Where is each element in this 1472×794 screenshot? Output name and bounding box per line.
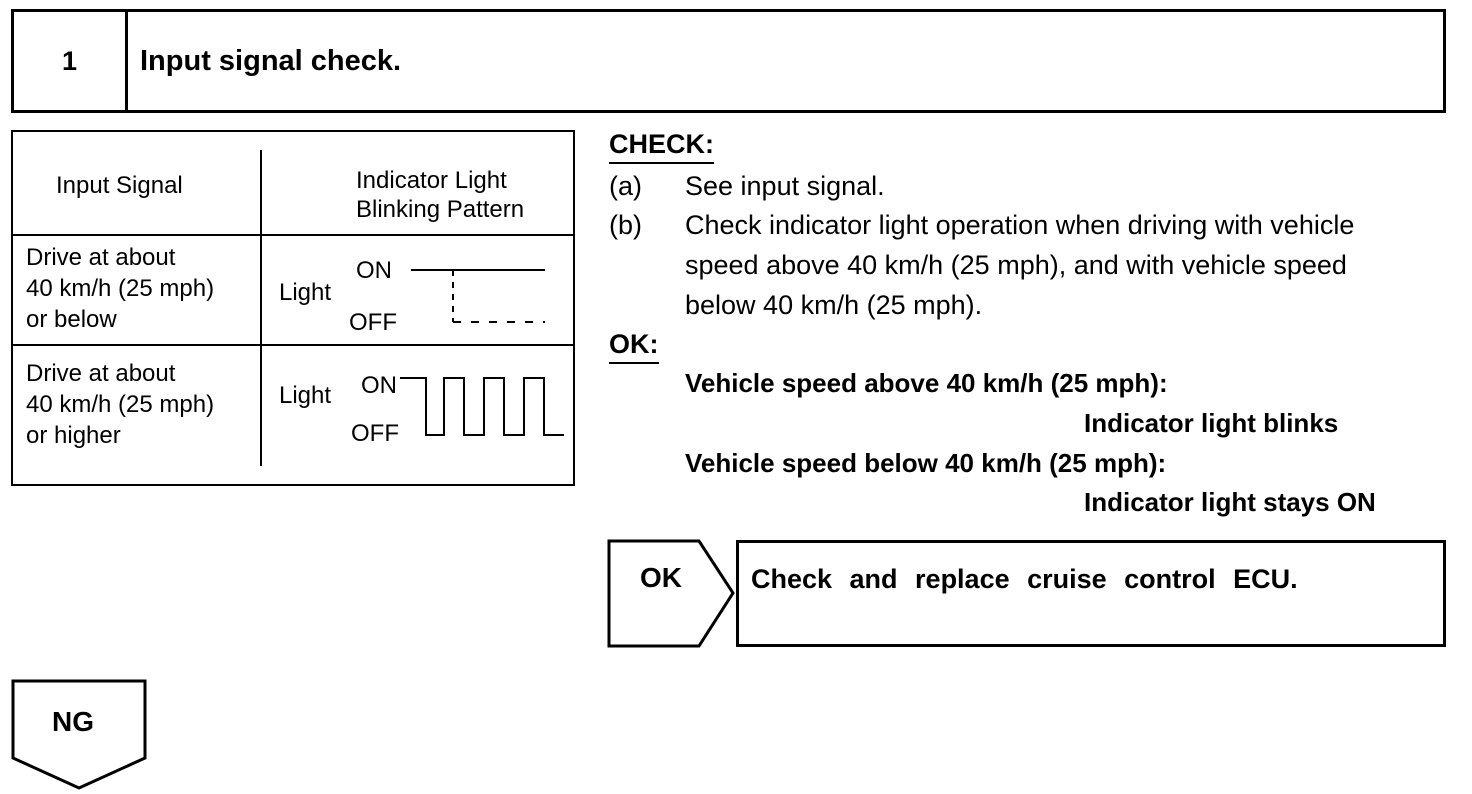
row-condition-line: Drive at about	[26, 360, 176, 387]
ok-action-box	[736, 540, 1446, 647]
ok-result-stays-on: Indicator light stays ON	[1084, 487, 1376, 517]
blinking-waveform	[398, 370, 568, 440]
light-label: Light	[279, 382, 332, 409]
step-title: Input signal check.	[140, 44, 402, 77]
row-condition-line: or higher	[26, 422, 121, 449]
on-label: ON	[356, 257, 392, 284]
header-input-signal: Input Signal	[56, 172, 183, 199]
check-item-a-text: See input signal.	[685, 171, 885, 201]
ng-flow-tag: NG	[52, 706, 94, 737]
table-column-divider	[260, 150, 262, 466]
row-condition-line: Drive at about	[26, 244, 176, 271]
item-marker-a: (a)	[609, 171, 642, 201]
ok-criterion-below: Vehicle speed below 40 km/h (25 mph):	[685, 448, 1167, 478]
ok-flow-tag: OK	[640, 562, 682, 593]
steady-on-waveform	[403, 252, 553, 332]
ok-flow-arrow	[606, 538, 738, 650]
on-label: ON	[361, 372, 397, 399]
light-label: Light	[279, 279, 332, 306]
step-header	[11, 9, 1446, 113]
row-condition-line: or below	[26, 306, 117, 333]
header-indicator-light: Indicator Light	[356, 167, 507, 194]
row-condition-line: 40 km/h (25 mph)	[26, 391, 215, 418]
header-blinking-pattern: Blinking Pattern	[356, 196, 525, 223]
step-number: 1	[14, 12, 128, 110]
item-marker-b: (b)	[609, 210, 642, 240]
ok-label: OK:	[609, 329, 659, 364]
off-label: OFF	[349, 309, 397, 336]
row-condition-line: 40 km/h (25 mph)	[26, 275, 215, 302]
ok-criterion-above: Vehicle speed above 40 km/h (25 mph):	[685, 368, 1168, 398]
check-section	[609, 129, 714, 159]
signal-table	[11, 130, 575, 486]
check-item-b-text: below 40 km/h (25 mph).	[685, 290, 983, 320]
ok-result-blinks: Indicator light blinks	[1084, 408, 1339, 438]
check-item-b-text: speed above 40 km/h (25 mph), and with vehicle speed	[685, 250, 1347, 280]
check-item-b-text: Check indicator light operation when driving with vehicle	[685, 210, 1355, 240]
off-label: OFF	[351, 420, 399, 447]
table-row-divider	[13, 344, 573, 346]
check-label: CHECK:	[609, 129, 714, 164]
table-header-divider	[13, 234, 573, 236]
ok-section	[609, 329, 659, 359]
ok-action-text: Check and replace cruise control ECU.	[751, 564, 1298, 594]
